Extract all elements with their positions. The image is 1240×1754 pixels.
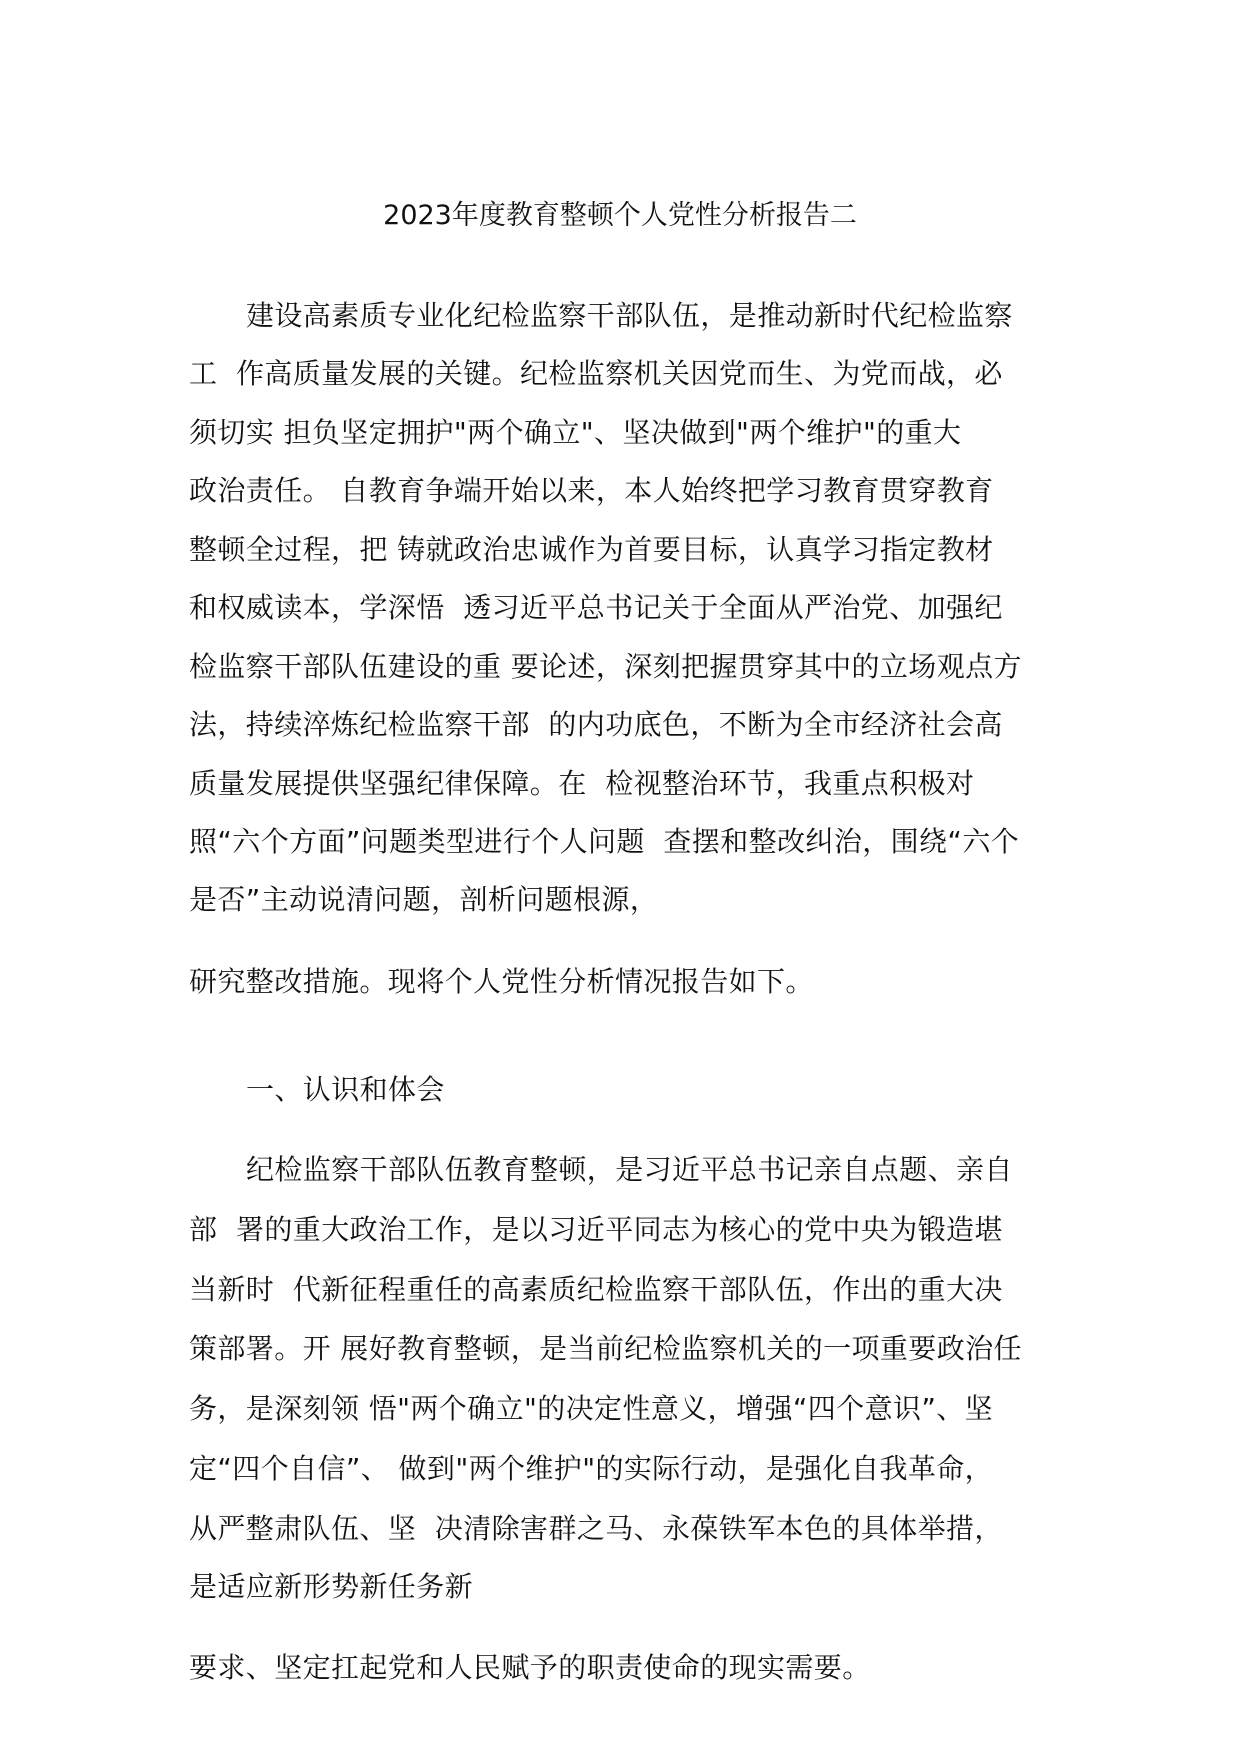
section-heading: 一、认识和体会 xyxy=(246,1073,445,1106)
paragraph-1-line: 照“六个方面”问题类型进行个人问题 查摆和整改纠治，围绕“六个 xyxy=(189,825,1020,858)
paragraph-2-line: 是适应新形势新任务新 xyxy=(189,1570,474,1603)
paragraph-2-line: 从严整肃队伍、坚 决清除害群之马、永葆铁军本色的具体举措， xyxy=(189,1512,1003,1545)
paragraph-2-line: 务，是深刻领 悟"两个确立"的决定性意义，增强“四个意识”、坚 xyxy=(189,1392,994,1425)
paragraph-1-line: 是否”主动说清问题，剖析问题根源， xyxy=(189,883,659,916)
paragraph-1-line: 法，持续淬炼纪检监察干部 的内功底色，不断为全市经济社会高 xyxy=(189,708,1003,741)
paragraph-1-line: 整顿全过程，把 铸就政治忠诚作为首要目标，认真学习指定教材 xyxy=(189,533,994,566)
paragraph-1-line: 工 作高质量发展的关键。纪检监察机关因党而生、为党而战，必 xyxy=(189,357,1003,390)
paragraph-2-line: 定“四个自信”、 做到"两个维护"的实际行动，是强化自我革命， xyxy=(189,1452,994,1485)
paragraph-2-line: 纪检监察干部队伍教育整顿，是习近平总书记亲自点题、亲自 xyxy=(246,1153,1013,1186)
paragraph-1-line: 质量发展提供坚强纪律保障。在 检视整治环节，我重点积极对 xyxy=(189,767,975,800)
paragraph-1-line: 和权威读本，学深悟 透习近平总书记关于全面从严治党、加强纪 xyxy=(189,591,1003,624)
paragraph-1-line: 建设高素质专业化纪检监察干部队伍，是推动新时代纪检监察 xyxy=(246,299,1013,332)
paragraph-2-line: 部 署的重大政治工作，是以习近平同志为核心的党中央为锻造堪 xyxy=(189,1213,1003,1246)
paragraph-2-line: 当新时 代新征程重任的高素质纪检监察干部队伍，作出的重大决 xyxy=(189,1273,1003,1306)
paragraph-1-line: 政治责任。 自教育争端开始以来，本人始终把学习教育贯穿教育 xyxy=(189,474,994,507)
paragraph-1-line: 须切实 担负坚定拥护"两个确立"、坚决做到"两个维护"的重大 xyxy=(189,416,962,449)
paragraph-2-line: 要求、坚定扛起党和人民赋予的职责使命的现实需要。 xyxy=(189,1651,871,1684)
document-title: 2023年度教育整顿个人党性分析报告二 xyxy=(383,200,857,231)
paragraph-1-line: 检监察干部队伍建设的重 要论述，深刻把握贯穿其中的立场观点方 xyxy=(189,650,1022,683)
paragraph-2-line: 策部署。开 展好教育整顿，是当前纪检监察机关的一项重要政治任 xyxy=(189,1332,1022,1365)
paragraph-1-line: 研究整改措施。现将个人党性分析情况报告如下。 xyxy=(189,965,814,998)
